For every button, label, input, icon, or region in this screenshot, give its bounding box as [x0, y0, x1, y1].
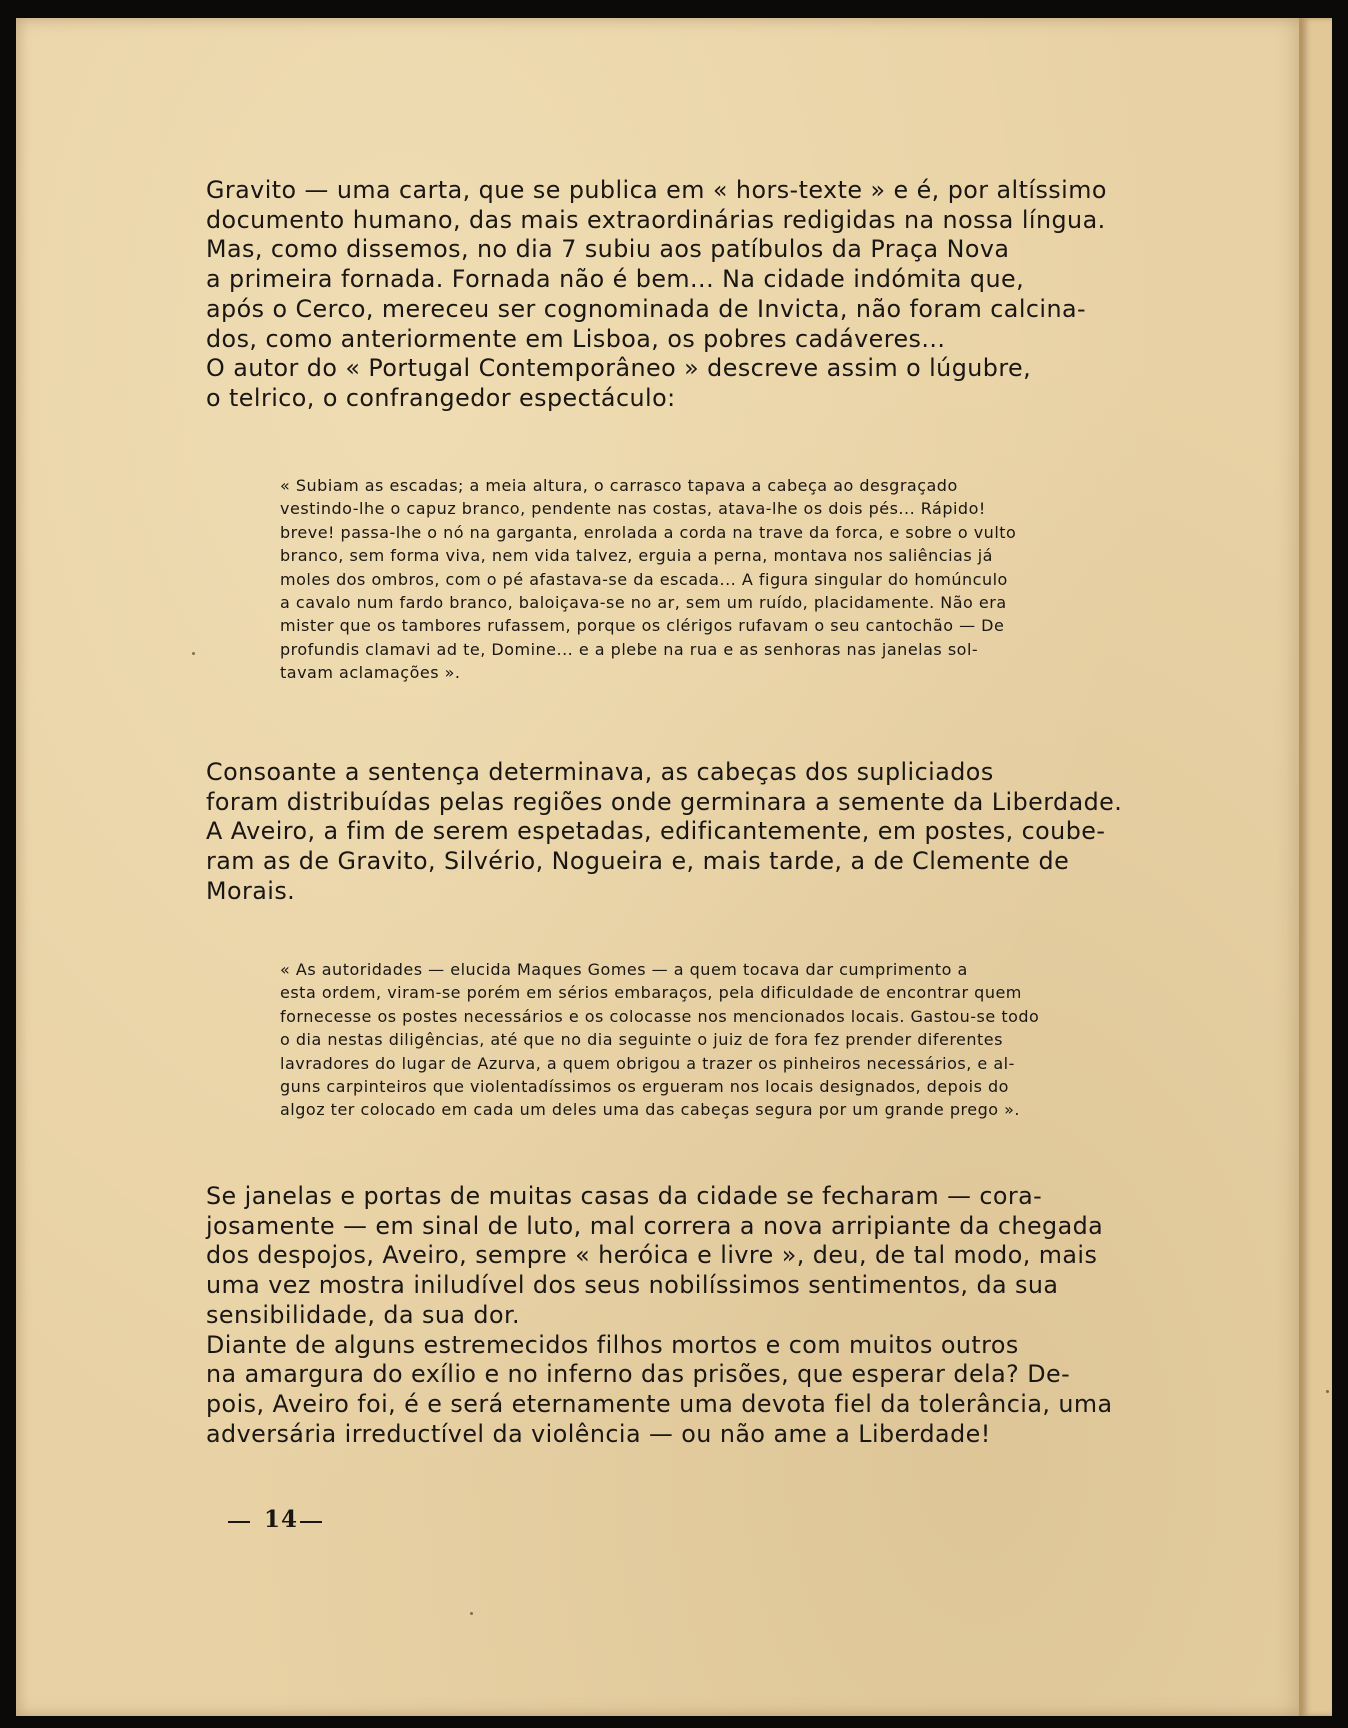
- adjacent-page-edge: [1302, 18, 1332, 1716]
- paragraph-3: Se janelas e portas de muitas casas da cidade se fecharam — cora- josamente — em sinal de luto, mal correra a nova arripiante da chegada dos despojos, Aveiro, sempre « heróica e livre », deu, de tal modo, mais uma vez mostra iniludível dos seus nobilíssimos sentimentos, da sua sensibilidade, da sua dor. Diante de alguns estremecidos filhos mortos e com muitos outros na amargura do exílio e no inferno das prisões, que esperar dela? De- pois, Aveiro foi, é e será eternamente uma devota fiel da tolerância, uma adversária irreductível da violência — ou não ame a Liberdade!: [206, 1182, 1113, 1448]
- page-number-dash-right: [300, 1521, 322, 1523]
- paper-speck: [470, 1612, 473, 1615]
- paragraph-2: Consoante a sentença determinava, as cabeças dos supliciados foram distribuídas pelas regiões onde germinara a semente da Liberdade. A Aveiro, a fim de serem espetadas, edificantemente, em postes, coube- ram as de Gravito, Silvério, Nogueira e, mais tarde, a de Clemente de Morais.: [206, 758, 1123, 905]
- page-fold-edge: [1299, 18, 1302, 1716]
- page-number-value: 14: [264, 1506, 299, 1533]
- page-number: [230, 1506, 298, 1533]
- paper-speck: [192, 652, 195, 655]
- block-quote-1: « Subiam as escadas; a meia altura, o carrasco tapava a cabeça ao desgraçado vestindo-lhe o capuz branco, pendente nas costas, atava-lhe os dois pés... Rápido! breve! passa-lhe o nó na garganta, enrolada a corda na trave da forca, e sobre o vulto branco, sem forma viva, nem vida talvez, erguia a perna, montava nos saliências já moles dos ombros, com o pé afastava-se da escada... A figura singular do homúnculo a cavalo num fardo branco, baloiçava-se no ar, sem um ruído, placidamente. Não era mister que os tambores rufassem, porque os clérigos rufavam o seu cantochão — De profundis clamavi ad te, Domine... e a plebe na rua e as senhoras nas janelas sol- tavam aclamações ».: [280, 476, 1017, 683]
- paragraph-1: Gravito — uma carta, que se publica em « hors-texte » e é, por altíssimo documento humano, das mais extraordinárias redigidas na nossa língua. Mas, como dissemos, no dia 7 subiu aos patíbulos da Praça Nova a primeira fornada. Fornada não é bem... Na cidade indómita que, após o Cerco, mereceu ser cognominada de Invicta, não foram calcina- dos, como anteriormente em Lisboa, os pobres cadáveres... O autor do « Portugal Contemporâneo » descreve assim o lúgubre, o telrico, o confrangedor espectáculo:: [206, 176, 1107, 412]
- paper-speck: [1326, 1390, 1329, 1393]
- block-quote-2: « As autoridades — elucida Maques Gomes — a quem tocava dar cumprimento a esta ordem, viram-se porém em sérios embaraços, pela dificuldade de encontrar quem fornecesse os postes necessários e os colocasse nos mencionados locais. Gastou-se todo o dia nestas diligências, até que no dia seguinte o juiz de fora fez prender diferentes lavradores do lugar de Azurva, a quem obrigou a trazer os pinheiros necessários, e al- guns carpinteiros que violentadíssimos os ergueram nos locais designados, depois do algoz ter colocado em cada um deles uma das cabeças segura por um grande prego ».: [280, 960, 1040, 1120]
